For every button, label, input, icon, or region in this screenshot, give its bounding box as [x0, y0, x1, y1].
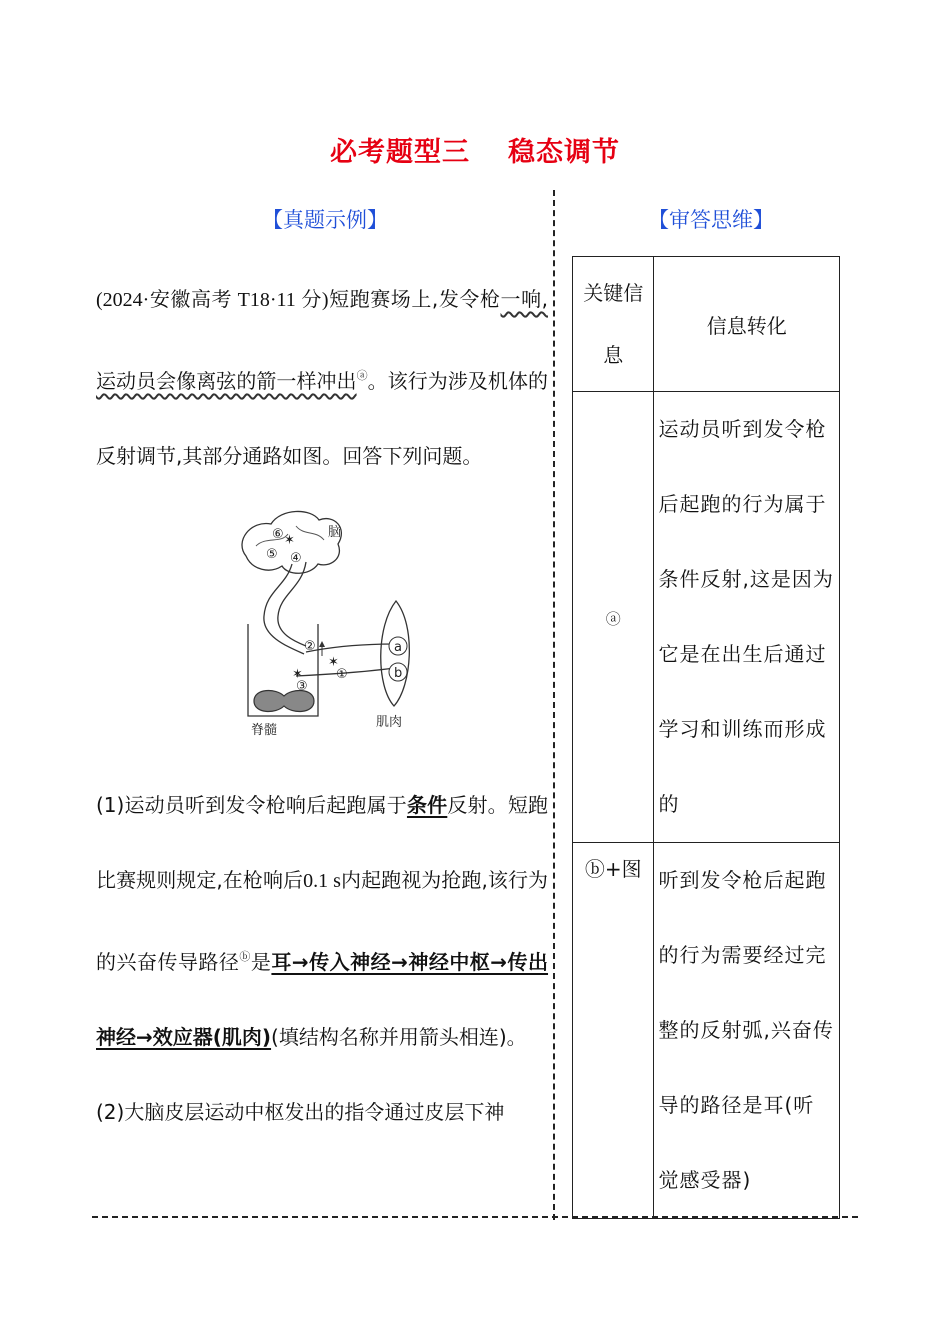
- q1-time: 0.1 s: [303, 870, 341, 892]
- question-1: [96, 768, 548, 1075]
- question-2: (2)大脑皮层运动中枢发出的指令通过皮层下神: [96, 1100, 505, 1124]
- intro-wavy-text: 一响,运动员会像离弦的箭一样冲出: [96, 287, 548, 393]
- neuron-6: ⑥: [272, 527, 284, 542]
- descending-tract-1: [264, 564, 304, 654]
- header-conversion: 信息转化: [654, 257, 840, 392]
- header-key-info: [573, 257, 654, 392]
- neuron-1: ①: [336, 667, 348, 682]
- q1-text-d: 是: [250, 950, 272, 974]
- star-4: ✶: [284, 533, 295, 548]
- spinal-cord-label: 脊髓: [251, 723, 278, 738]
- q1-text-b: 反射。短跑比赛规则规定,在枪响后: [96, 793, 549, 892]
- example-heading: 【真题示例】: [262, 208, 388, 232]
- thinking-heading: 【审答思维】: [648, 208, 774, 232]
- analysis-table: [572, 256, 840, 1219]
- mark-b: ⓑ: [239, 950, 251, 963]
- neuron-3: ③: [296, 679, 308, 694]
- neuron-4: ④: [290, 551, 302, 566]
- title-part2: 稳态调节: [508, 137, 620, 168]
- table-header-row: [573, 257, 840, 392]
- column-divider: [553, 190, 555, 1220]
- title-part1: 必考题型三: [330, 137, 470, 168]
- question-source: (2024·安徽高考 T18·11 分): [96, 289, 329, 311]
- star-1: ✶: [328, 655, 339, 670]
- reflex-arc-diagram: [226, 506, 426, 761]
- row-1-text: 运动员听到发令枪后起跑的行为属于条件反射,这是因为它是在出生后通过学习和训练而形成的: [654, 392, 840, 843]
- reflex-arc-figure: [96, 506, 548, 766]
- muscle-b-label: b: [394, 666, 403, 681]
- table-row: [573, 392, 840, 843]
- table-row: [573, 843, 840, 1219]
- header-key-line1: 关键信: [583, 281, 644, 305]
- q1-answer-1: 条件: [406, 793, 448, 817]
- star-3: ✶: [292, 667, 303, 682]
- descending-tract-2: [278, 562, 306, 646]
- q1-answer-2: 耳→传入神经→神经中枢→传出神经→效应器(肌肉): [96, 950, 549, 1049]
- neuron-2: ②: [304, 639, 316, 654]
- arrow-head: [319, 641, 325, 647]
- q1-text-a: (1)运动员听到发令枪响后起跑属于: [96, 793, 407, 817]
- mark-a: ⓐ: [356, 369, 368, 382]
- row-2-key: [573, 843, 654, 1219]
- row-1-key-text: ⓐ: [605, 610, 621, 628]
- q1-text-c: 内起跑视为抢跑,该行为的兴奋传导路径: [96, 868, 549, 974]
- intro-text-c: 。该行为涉及机体的反射调节,其部分通路如图。回答下列问题。: [96, 369, 549, 468]
- header-key-line2: 息: [603, 343, 624, 367]
- intro-text-a: 短跑赛场上,发令枪: [328, 287, 501, 311]
- q1-text-e: (填结构名称并用箭头相连)。: [271, 1025, 527, 1049]
- question-column: [96, 262, 548, 1150]
- row-1-key: [573, 392, 654, 843]
- row-2-key-text: ⓑ+图: [584, 857, 642, 881]
- brain-label: 脑: [328, 525, 342, 540]
- muscle-a-label: a: [394, 640, 402, 655]
- neuron-5: ⑤: [266, 547, 278, 562]
- page-title: [0, 130, 950, 169]
- question-intro: [96, 262, 548, 494]
- muscle-label: 肌肉: [376, 715, 403, 730]
- row-2-text: 听到发令枪后起跑的行为需要经过完整的反射弧,兴奋传导的路径是耳(听觉感受器): [654, 843, 840, 1219]
